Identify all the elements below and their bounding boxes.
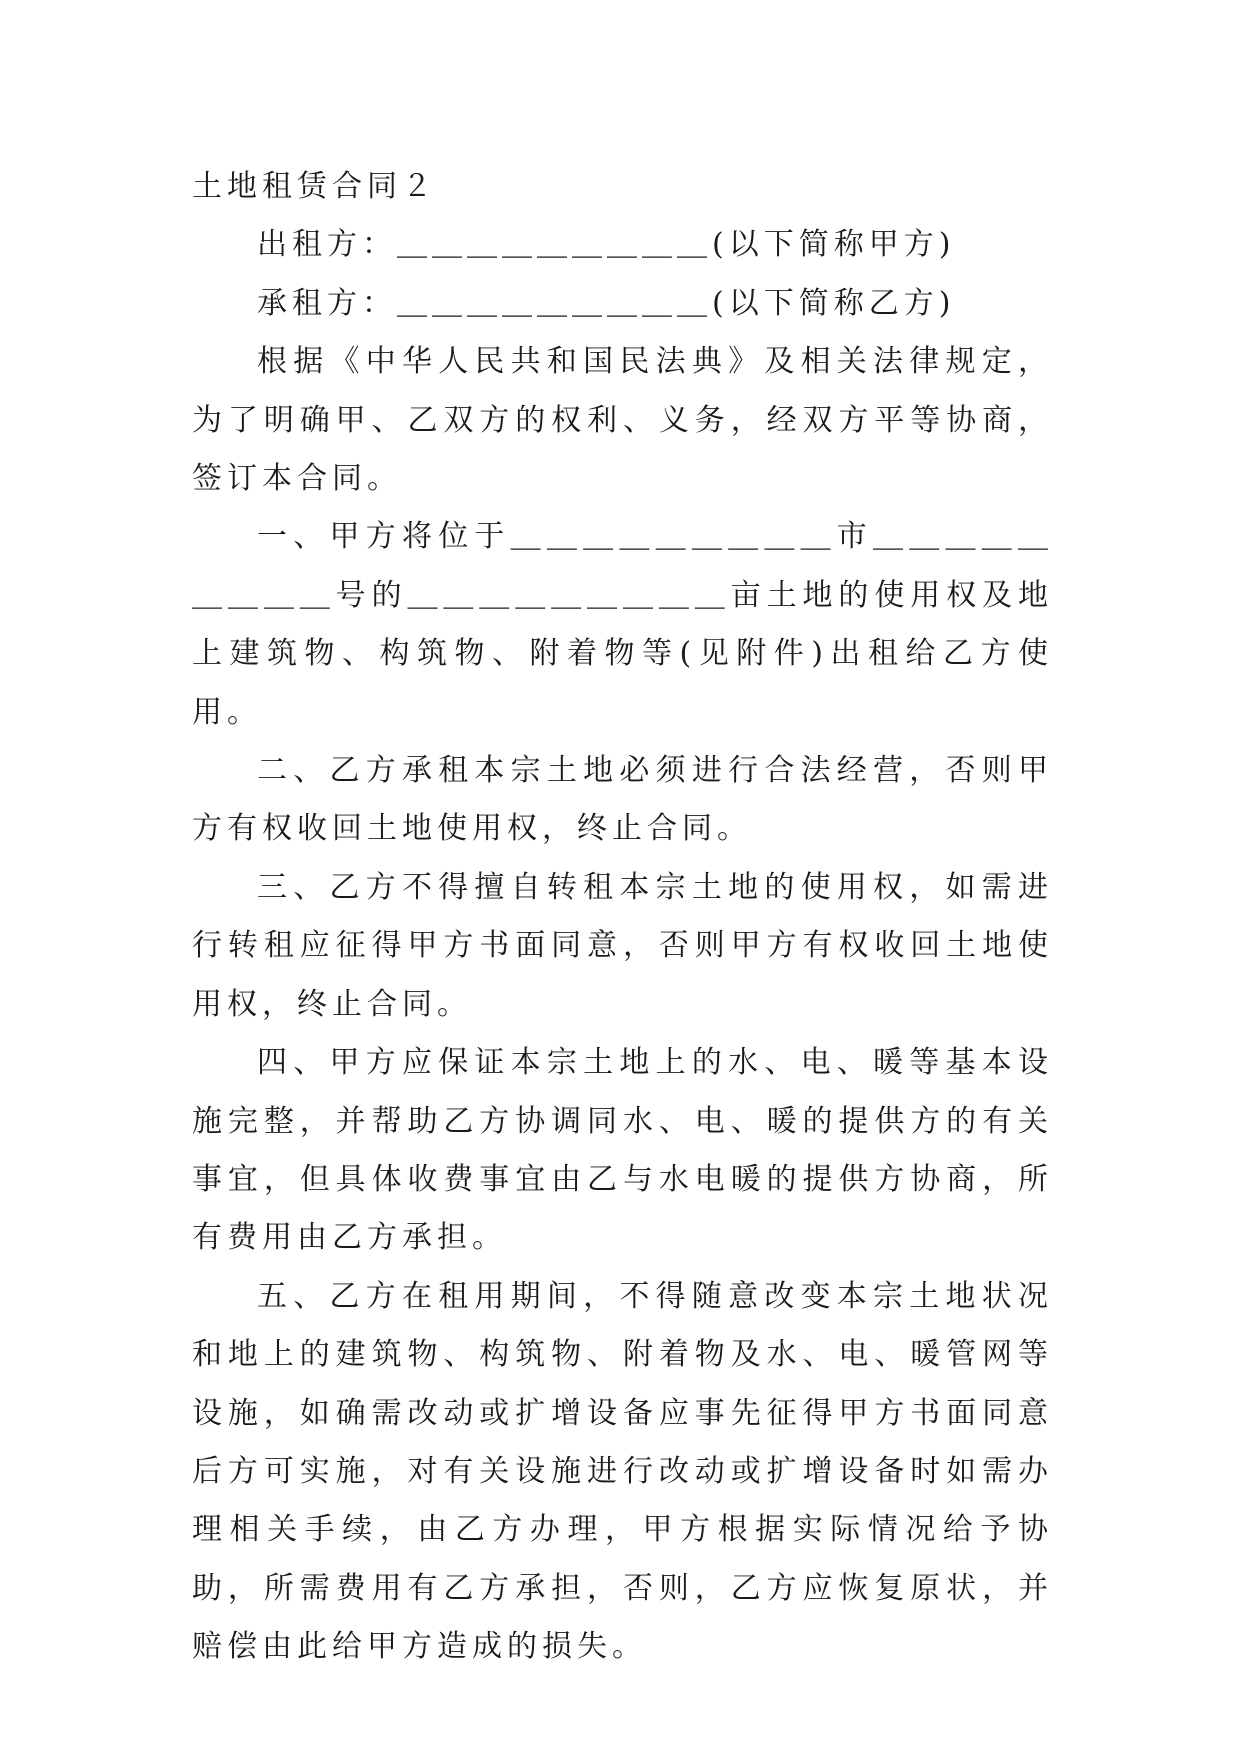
document-title: 土地租赁合同２ — [192, 169, 437, 204]
paragraph-lessor: 出租方：＿＿＿＿＿＿＿＿＿(以下简称甲方) — [257, 227, 956, 263]
document-body — [192, 158, 1053, 1677]
paragraph-lessee: 承租方：＿＿＿＿＿＿＿＿＿(以下简称乙方) — [257, 285, 956, 321]
paragraph-clause-5: 五、乙方在租用期间，不得随意改变本宗土地状况和地上的建筑物、构筑物、附着物及水、电、暖管网等设施，如确需改动或扩增设备应事先征得甲方书面同意后方可实施，对有关设施进行改动或扩增设备时如需办理相关手续，由乙方办理，甲方根据实际情况给予协助，所需费用有乙方承担，否则，乙方应恢复原状，并赔偿由此给甲方造成的损失。 — [192, 1278, 1053, 1665]
paragraph-preamble: 根据《中华人民共和国民法典》及相关法律规定，为了明确甲、乙双方的权利、义务，经双方平等协商，签订本合同。 — [192, 344, 1053, 497]
paragraph-clause-4: 四、甲方应保证本宗土地上的水、电、暖等基本设施完整，并帮助乙方协调同水、电、暖的提供方的有关事宜，但具体收费事宜由乙与水电暖的提供方协商，所有费用由乙方承担。 — [192, 1045, 1053, 1256]
paragraph-clause-3: 三、乙方不得擅自转租本宗土地的使用权，如需进行转租应征得甲方书面同意，否则甲方有权收回土地使用权，终止合同。 — [192, 869, 1053, 1022]
paragraph-clause-1: 一、甲方将位于＿＿＿＿＿＿＿＿＿市＿＿＿＿＿＿＿＿＿号的＿＿＿＿＿＿＿＿＿亩土地的使用权及地上建筑物、构筑物、附着物等(见附件)出租给乙方使用。 — [192, 519, 1053, 730]
paragraph-clause-2: 二、乙方承租本宗土地必须进行合法经营，否则甲方有权收回土地使用权，终止合同。 — [192, 753, 1053, 847]
